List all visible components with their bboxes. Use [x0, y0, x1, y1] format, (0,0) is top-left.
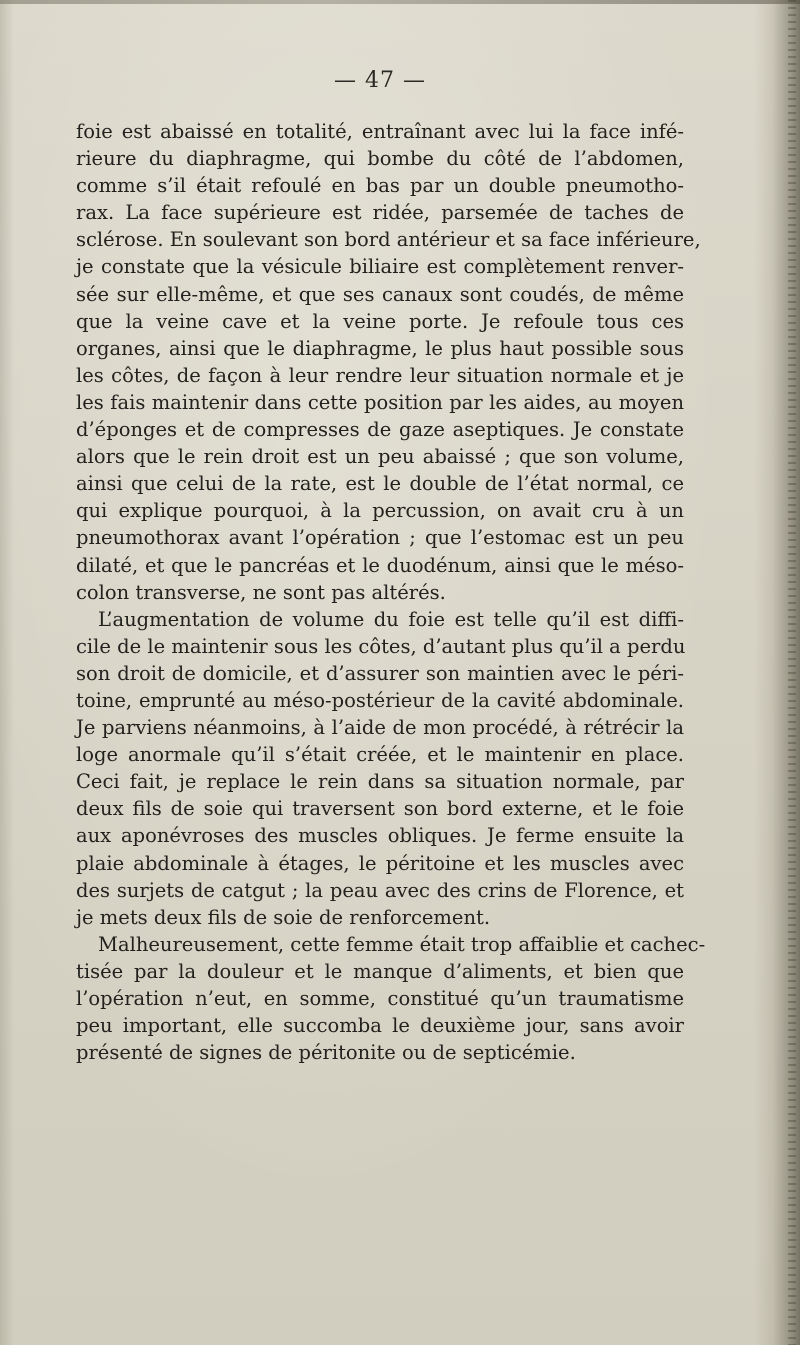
- text-line: sée sur elle-même, et que ses canaux sont coudés, de même: [76, 282, 684, 306]
- page-number: — 47 —: [334, 68, 426, 93]
- text-line: foie est abaissé en totalité, entraînant avec lui la face infé-: [76, 120, 684, 143]
- text-line: toine, emprunté au méso-postérieur de la cavité abdominale.: [76, 688, 684, 712]
- text-line: dilaté, et que le pancréas et le duodénum, ainsi que le méso-: [76, 553, 684, 577]
- text-line: L’augmentation de volume du foie est telle qu’il est diffi-: [98, 607, 684, 631]
- text-line: alors que le rein droit est un peu abaissé ; que son volume,: [76, 445, 684, 469]
- page-binding-edge: [754, 0, 800, 1345]
- text-line: plaie abdominale à étages, le péritoine et les muscles avec: [76, 851, 684, 875]
- text-line: je constate que la vésicule biliaire est complètement renver-: [76, 255, 684, 279]
- text-line: sclérose. En soulevant son bord antérieur et sa face inférieure,: [76, 228, 701, 252]
- text-line: organes, ainsi que le diaphragme, le plus haut possible sous: [76, 336, 684, 360]
- text-line: les fais maintenir dans cette position par les aides, au moyen: [76, 390, 684, 414]
- text-line: peu important, elle succomba le deuxième jour, sans avoir: [76, 1014, 684, 1038]
- text-line: des surjets de catgut ; la peau avec des crins de Florence, et: [76, 878, 684, 902]
- text-line: je mets deux fils de soie de renforcement.: [76, 905, 491, 929]
- text-line: tisée par la douleur et le manque d’aliments, et bien que: [76, 959, 684, 983]
- text-line: Ceci fait, je replace le rein dans sa situation normale, par: [76, 770, 684, 794]
- text-line: rax. La face supérieure est ridée, parsemée de taches de: [76, 201, 684, 225]
- text-line: comme s’il était refoulé en bas par un double pneumotho-: [76, 174, 684, 198]
- text-line: l’opération n’eut, en somme, constitué qu’un traumatisme: [76, 987, 684, 1010]
- left-edge-shadow: [0, 0, 14, 1345]
- text-line: d’éponges et de compresses de gaze aseptiques. Je constate: [76, 418, 684, 442]
- text-line: rieure du diaphragme, qui bombe du côté de l’abdomen,: [76, 147, 684, 171]
- text-line: deux fils de soie qui traversent son bord externe, et le foie: [76, 797, 684, 821]
- text-line: ainsi que celui de la rate, est le double de l’état normal, ce: [76, 472, 684, 496]
- text-line: aux aponévroses des muscles obliques. Je ferme ensuite la: [76, 824, 684, 848]
- body-text: [76, 118, 706, 1066]
- text-line: son droit de domicile, et d’assurer son maintien avec le péri-: [76, 661, 684, 685]
- top-edge-shadow: [0, 0, 800, 4]
- text-line: loge anormale qu’il s’était créée, et le maintenir en place.: [76, 743, 684, 767]
- text-line: cile de le maintenir sous les côtes, d’autant plus qu’il a perdu: [76, 634, 686, 658]
- text-line: Je parviens néanmoins, à l’aide de mon procédé, à rétrécir la: [76, 716, 684, 740]
- text-line: Malheureusement, cette femme était trop affaiblie et cachec-: [98, 932, 706, 956]
- text-line: colon transverse, ne sont pas altérés.: [76, 580, 446, 604]
- text-line: que la veine cave et la veine porte. Je refoule tous ces: [76, 309, 684, 333]
- text-line: présenté de signes de péritonite ou de septicémie.: [76, 1041, 576, 1065]
- text-line: les côtes, de façon à leur rendre leur situation normale et je: [76, 363, 684, 387]
- text-line: qui explique pourquoi, à la percussion, on avait cru à un: [76, 499, 684, 523]
- text-line: pneumothorax avant l’opération ; que l’estomac est un peu: [76, 526, 684, 550]
